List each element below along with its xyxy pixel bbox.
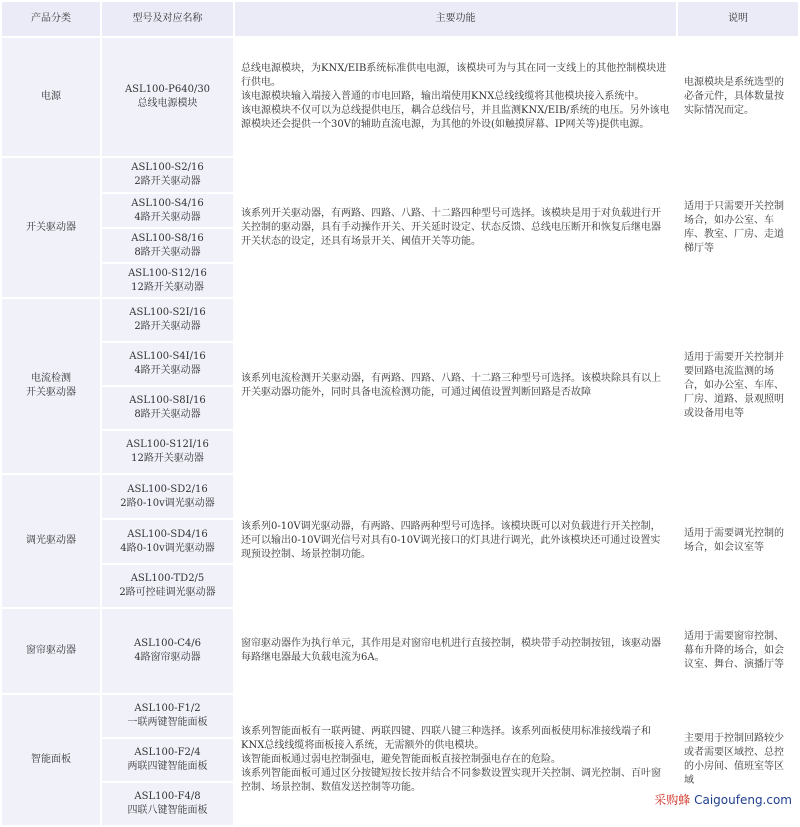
category-cell	[2, 695, 100, 825]
model-code: ASL100-S12I/16	[126, 439, 209, 450]
category-line: 开关驱动器	[26, 387, 76, 398]
category-line: 窗帘驱动器	[26, 645, 76, 656]
model-cell	[102, 783, 233, 825]
note-cell: 电源模块是系统选型的必备元件，具体数量按实际情况而定。	[678, 38, 798, 156]
model-name: 4路开关驱动器	[134, 365, 201, 376]
category-line: 开关驱动器	[26, 221, 76, 233]
function-cell	[235, 38, 676, 156]
model-cell	[102, 520, 233, 563]
header-row	[2, 2, 798, 36]
model-code: ASL100-S8/16	[131, 232, 204, 244]
model-name: 2路0-10v调光驱动器	[120, 497, 215, 509]
model-cell	[102, 343, 233, 385]
model-name: 2路可控硅调光驱动器	[119, 587, 216, 598]
model-name: 8路开关驱动器	[134, 246, 201, 258]
model-cell	[102, 38, 233, 156]
note-cell: 适用于只需要开关控制场合，如办公室、车库、教室、厂房、走道梯厅等	[678, 158, 798, 297]
model-code: ASL100-F1/2	[134, 703, 201, 714]
model-code: ASL100-F4/8	[134, 791, 201, 802]
model-code: ASL100-S8I/16	[129, 395, 206, 406]
function-cell	[235, 299, 676, 473]
category-line: 电流检测	[31, 373, 71, 384]
header-category: 产品分类	[2, 2, 100, 36]
function-line: 该系列智能面板有一联两键、两联四键、四联八键三种选择。该系列面板使用标准接线端子和KNX总线线缆将面板接入系统，无需额外的供电模块。	[241, 726, 651, 751]
model-cell	[102, 264, 233, 297]
category-line: 智能面板	[31, 754, 71, 765]
model-code: ASL100-TD2/5	[130, 573, 205, 584]
model-name: 两联四键智能面板	[127, 761, 208, 772]
header-function: 主要功能	[235, 2, 676, 36]
model-code: ASL100-S2I/16	[129, 307, 206, 318]
category-cell	[2, 158, 100, 297]
model-name: 2路开关驱动器	[134, 321, 201, 332]
watermark-cn: 采购蜂	[654, 793, 691, 807]
category-cell	[2, 299, 100, 473]
model-cell	[102, 695, 233, 737]
function-line: 该智能面板通过弱电控制强电，避免智能面板直接控制强电存在的危险。	[241, 754, 561, 765]
category-cell	[2, 609, 100, 693]
function-line: 该电源模块不仅可以为总线提供电压，耦合总线信号，并且监测KNX/EIB/系统的电压。另外该电源模块还会提供一个30V的辅助直流电源，为其他的外设(如触摸屏幕、IP网关等)提供电源。	[241, 105, 670, 130]
model-name: 4路0-10v调光驱动器	[120, 542, 215, 554]
header-model: 型号及对应名称	[102, 2, 233, 36]
table-body	[2, 38, 798, 825]
category-line: 调光驱动器	[26, 535, 76, 546]
header-note: 说明	[678, 2, 798, 36]
function-line: 窗帘驱动器作为执行单元，其作用是对窗帘电机进行直接控制，模块带手动控制按钮，该驱动器每路继电器最大负载电流为6A。	[241, 638, 661, 663]
model-cell	[102, 609, 233, 693]
model-cell	[102, 475, 233, 518]
table-row	[2, 158, 798, 192]
function-cell	[235, 475, 676, 607]
table-row	[2, 695, 798, 737]
model-name: 4路窗帘驱动器	[134, 652, 201, 663]
note-cell: 主要用于控制回路较少或者需要区域控、总控的小房间、值班室等区域	[678, 695, 798, 825]
model-code: ASL100-S12/16	[128, 267, 207, 279]
model-cell	[102, 194, 233, 227]
model-cell	[102, 387, 233, 429]
function-line: 该系列电流检测开关驱动器，有两路、四路、八路、十二路三种型号可选择。该模块除具有以上开关驱动器功能外，同时具备电流检测功能，可通过阈值设置判断回路是否故障	[241, 373, 661, 398]
watermark-en: Caigoufeng.com	[694, 793, 792, 807]
note-cell: 适用于需要调光控制的场合，如会议室等	[678, 475, 798, 607]
category-cell	[2, 38, 100, 156]
model-code: ASL100-S4I/16	[129, 351, 206, 362]
note-cell: 适用于需要窗帘控制、幕布升降的场合，如会议室、舞台、演播厅等	[678, 609, 798, 693]
model-name: 12路开关驱动器	[131, 281, 204, 293]
function-cell	[235, 609, 676, 693]
note-cell: 适用于需要开关控制并要回路电流监测的场合，如办公室、车库、厂房、道路、景观照明或设备用电等	[678, 299, 798, 473]
model-name: 4路开关驱动器	[134, 211, 201, 223]
model-name: 12路开关驱动器	[131, 453, 204, 464]
table-row	[2, 609, 798, 693]
model-name: 一联两键智能面板	[127, 717, 208, 728]
model-name: 总线电源模块	[137, 98, 198, 109]
table-row	[2, 299, 798, 341]
model-code: ASL100-F2/4	[134, 747, 201, 758]
model-cell	[102, 565, 233, 607]
model-code: ASL100-S2/16	[131, 162, 204, 173]
model-cell	[102, 229, 233, 262]
function-line: 该系列开关驱动器，有两路、四路、八路、十二路四种型号可选择。该模块是用于对负载进行开关控制的驱动器，具有手动操作开关、开关延时设定、状态反馈、总线电压断开和恢复后继电器开关状态的设定，还具有场景开关、阈值开关等功能。	[241, 207, 661, 247]
model-code: ASL100-SD4/16	[127, 528, 208, 540]
watermark	[652, 791, 794, 808]
model-cell	[102, 431, 233, 473]
function-line: 该电源模块输入端接入普通的市电回路，输出端使用KNX总线线缆将其他模块接入系统中。	[241, 91, 645, 102]
function-line: 总线电源模块，为KNX/EIB系统标准供电电源，该模块可为与其在同一支线上的其他控制模块进行供电。	[241, 63, 667, 88]
model-code: ASL100-SD2/16	[127, 483, 208, 495]
category-line: 电源	[41, 91, 61, 102]
model-cell	[102, 739, 233, 781]
model-code: ASL100-P640/30	[124, 84, 211, 95]
function-line: 该系列0-10V调光驱动器，有两路、四路两种型号可选择。该模块既可以对负载进行开关控制，还可以输出0-10V调光信号对具有0-10V调光接口的灯具进行调光，此外该模块还可通过设置实现预设控制、场景控制功能。	[241, 521, 661, 560]
model-code: ASL100-C4/6	[134, 638, 201, 649]
function-cell	[235, 158, 676, 297]
function-cell	[235, 695, 676, 825]
model-code: ASL100-S4/16	[131, 197, 204, 209]
model-cell	[102, 158, 233, 192]
table-row	[2, 475, 798, 518]
function-line: 该系列智能面板可通过区分按键短按长按并结合不同参数设置实现开关控制、调光控制、百叶窗控制、场景控制、数值发送控制等功能。	[241, 768, 661, 793]
model-cell	[102, 299, 233, 341]
model-name: 8路开关驱动器	[134, 409, 201, 420]
table-row	[2, 38, 798, 156]
model-name: 2路开关驱动器	[134, 176, 201, 187]
model-name: 四联八键智能面板	[127, 805, 208, 816]
category-cell	[2, 475, 100, 607]
